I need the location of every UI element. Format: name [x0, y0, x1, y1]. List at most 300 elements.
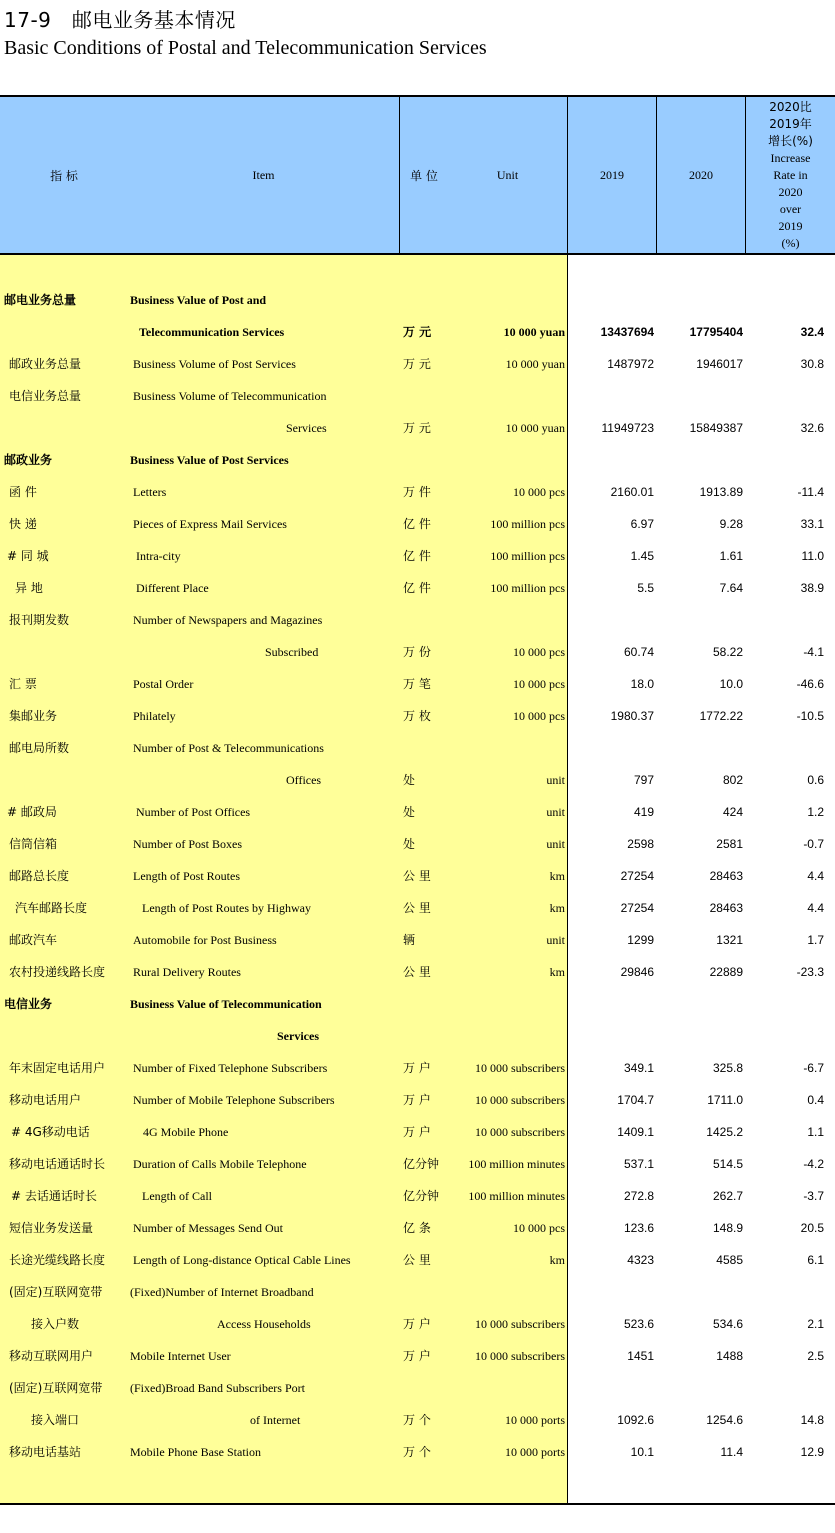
- row-label-en: Offices: [286, 773, 322, 787]
- row-label-cn: 邮电业务总量: [4, 293, 77, 307]
- row-label-cn: 异 地: [15, 581, 43, 595]
- table-row: [0, 348, 835, 380]
- row-label-cn: 接入户数: [31, 1317, 80, 1331]
- row-unit-cn: [403, 380, 447, 412]
- row-label-en: Subscribed: [265, 645, 319, 659]
- row-unit-en: [448, 732, 565, 764]
- row-increase-rate: [746, 1020, 824, 1052]
- rate-line: 2020比: [769, 99, 812, 114]
- row-unit-en: unit: [546, 773, 565, 787]
- row-label-en: Number of Post Boxes: [133, 837, 242, 851]
- row-unit-en: [448, 604, 565, 636]
- row-label-en: Number of Post & Telecommunications: [133, 741, 324, 755]
- row-value-2019: 2160.01: [610, 485, 654, 499]
- row-unit-en: km: [549, 901, 565, 915]
- row-label-en: Business Value of Telecommunication: [130, 997, 322, 1011]
- row-unit-cn: 万 件: [403, 485, 431, 499]
- row-unit-cn: 亿 件: [403, 549, 431, 563]
- row-increase-rate: 4.4: [807, 901, 824, 915]
- table-row: [0, 604, 835, 636]
- row-unit-en: [448, 1372, 565, 1404]
- row-increase-rate: -11.4: [797, 485, 824, 499]
- row-label-cn: # 4G移动电话: [11, 1125, 90, 1139]
- row-label-cn: 电信业务总量: [9, 389, 82, 403]
- row-label-en: Duration of Calls Mobile Telephone: [133, 1157, 307, 1171]
- row-unit-cn: 万 户: [403, 1093, 431, 1107]
- row-label-en: Number of Fixed Telephone Subscribers: [133, 1061, 328, 1075]
- row-value-2019: 60.74: [623, 645, 654, 659]
- row-increase-rate: -3.7: [803, 1189, 824, 1203]
- row-unit-en: 10 000 subscribers: [475, 1349, 565, 1363]
- row-label-cn: 邮政汽车: [9, 933, 58, 947]
- row-value-2020: [657, 604, 743, 636]
- row-label-cn: 邮路总长度: [9, 869, 70, 883]
- row-unit-cn: 处: [403, 773, 416, 787]
- row-value-2019: 272.8: [623, 1189, 654, 1203]
- row-unit-en: unit: [546, 933, 565, 947]
- rate-line: 2020: [778, 184, 803, 199]
- row-unit-cn: 万 个: [403, 1413, 431, 1427]
- row-unit-cn: 公 里: [403, 901, 431, 915]
- row-increase-rate: [746, 284, 824, 316]
- row-label-en: Philately: [133, 709, 176, 723]
- row-label-en: Business Volume of Post Services: [133, 357, 296, 371]
- row-increase-rate: 0.4: [807, 1093, 824, 1107]
- row-value-2019: 11949723: [601, 421, 654, 435]
- row-unit-cn: 万 份: [403, 645, 431, 659]
- row-unit-cn: 亿 条: [403, 1221, 431, 1235]
- table-row: [0, 508, 835, 540]
- row-unit-en: 10 000 pcs: [513, 645, 565, 659]
- row-unit-cn: 公 里: [403, 1253, 431, 1267]
- row-label-cn: 移动电话基站: [9, 1445, 82, 1459]
- row-value-2020: 325.8: [712, 1061, 743, 1075]
- row-increase-rate: -4.1: [803, 645, 824, 659]
- row-value-2019: 1451: [627, 1349, 654, 1363]
- row-value-2019: 419: [633, 805, 654, 819]
- row-unit-en: [448, 1020, 565, 1052]
- row-value-2019: [568, 380, 654, 412]
- row-unit-cn: 万 元: [403, 421, 431, 435]
- row-unit-en: 10 000 pcs: [513, 709, 565, 723]
- row-value-2020: 1913.89: [699, 485, 743, 499]
- row-unit-cn: 亿 件: [403, 581, 431, 595]
- row-value-2019: 27254: [620, 901, 654, 915]
- row-increase-rate: 0.6: [807, 773, 824, 787]
- table-row: [0, 732, 835, 764]
- row-label-en: Intra-city: [136, 549, 181, 563]
- row-increase-rate: 32.4: [800, 325, 824, 339]
- header-unit-cn: 单 位: [410, 168, 438, 183]
- table-row: [0, 1276, 835, 1308]
- row-increase-rate: [746, 1276, 824, 1308]
- row-increase-rate: [746, 1372, 824, 1404]
- row-value-2019: [568, 988, 654, 1020]
- row-increase-rate: -10.5: [796, 709, 824, 723]
- row-label-en: Mobile Internet User: [130, 1349, 231, 1363]
- row-unit-en: 100 million pcs: [490, 549, 565, 563]
- row-value-2019: 5.5: [637, 581, 654, 595]
- row-label-cn: 快 递: [9, 517, 37, 531]
- table-row: [0, 1340, 835, 1372]
- row-value-2019: 1487972: [607, 357, 654, 371]
- row-value-2019: [568, 732, 654, 764]
- row-label-en: Number of Mobile Telephone Subscribers: [133, 1093, 335, 1107]
- table-row: [0, 1148, 835, 1180]
- row-value-2020: 22889: [709, 965, 743, 979]
- table-row: [0, 316, 835, 348]
- row-unit-en: 100 million minutes: [468, 1189, 565, 1203]
- row-value-2020: [657, 988, 743, 1020]
- table-row: [0, 1436, 835, 1468]
- row-value-2020: 262.7: [712, 1189, 743, 1203]
- row-increase-rate: 38.9: [800, 581, 824, 595]
- row-value-2020: 802: [722, 773, 743, 787]
- row-value-2019: 13437694: [600, 325, 654, 339]
- rate-line: Increase: [770, 150, 811, 165]
- row-increase-rate: 33.1: [800, 517, 824, 531]
- row-label-en: Length of Post Routes by Highway: [142, 901, 311, 915]
- row-unit-en: [448, 988, 565, 1020]
- row-value-2020: 534.6: [712, 1317, 743, 1331]
- table-row: [0, 1180, 835, 1212]
- table-row: [0, 1212, 835, 1244]
- row-unit-cn: [403, 284, 447, 316]
- row-unit-cn: [403, 1276, 447, 1308]
- row-value-2019: 10.1: [630, 1445, 654, 1459]
- header-increase-rate: [746, 97, 835, 253]
- table-row: [0, 1244, 835, 1276]
- row-label-cn: 移动互联网用户: [9, 1349, 94, 1363]
- row-label-en: Length of Post Routes: [133, 869, 240, 883]
- row-unit-cn: [403, 1372, 447, 1404]
- row-value-2019: 1409.1: [617, 1125, 654, 1139]
- row-label-en: Business Value of Post Services: [130, 453, 289, 467]
- table-row: [0, 572, 835, 604]
- row-label-cn: 电信业务: [4, 997, 53, 1011]
- row-value-2019: 18.0: [630, 677, 654, 691]
- row-unit-en: [448, 284, 565, 316]
- row-label-cn: (固定)互联网宽带: [9, 1285, 103, 1299]
- row-value-2019: 797: [633, 773, 654, 787]
- row-value-2019: 1980.37: [610, 709, 654, 723]
- rate-line: 2019年: [769, 116, 812, 131]
- table-row: [0, 988, 835, 1020]
- row-value-2020: [657, 1276, 743, 1308]
- row-unit-en: 10 000 pcs: [513, 677, 565, 691]
- row-unit-cn: 万 枚: [403, 709, 431, 723]
- row-unit-en: 10 000 yuan: [503, 325, 565, 339]
- row-label-cn: 接入端口: [31, 1413, 80, 1427]
- row-unit-cn: 亿分钟: [403, 1157, 440, 1171]
- table-title-cn: 17-9 邮电业务基本情况: [4, 8, 236, 32]
- row-unit-en: km: [549, 965, 565, 979]
- row-value-2020: 9.28: [719, 517, 743, 531]
- row-label-en: Automobile for Post Business: [133, 933, 277, 947]
- table-row: [0, 380, 835, 412]
- row-value-2019: 6.97: [630, 517, 654, 531]
- rate-line: 增长(%): [768, 133, 813, 148]
- row-value-2020: 514.5: [712, 1157, 743, 1171]
- row-label-cn: 集邮业务: [9, 709, 58, 723]
- row-unit-cn: [403, 604, 447, 636]
- table-row: [0, 668, 835, 700]
- row-value-2020: 1488: [716, 1349, 743, 1363]
- row-value-2019: 349.1: [623, 1061, 654, 1075]
- table-row: [0, 1084, 835, 1116]
- row-label-cn: # 去话通话时长: [11, 1189, 97, 1203]
- header-2019: 2019: [600, 167, 624, 182]
- row-unit-cn: 处: [403, 837, 416, 851]
- row-value-2020: [657, 444, 743, 476]
- row-label-en: Length of Long-distance Optical Cable Lines: [133, 1253, 351, 1267]
- data-table: [0, 95, 835, 1505]
- row-increase-rate: 4.4: [807, 869, 824, 883]
- row-unit-cn: 辆: [403, 933, 416, 947]
- row-label-cn: 年末固定电话用户: [9, 1061, 106, 1075]
- row-unit-en: 10 000 ports: [505, 1413, 565, 1427]
- row-label-cn: # 同 城: [7, 549, 49, 563]
- row-increase-rate: [746, 604, 824, 636]
- row-value-2019: 1299: [627, 933, 654, 947]
- row-value-2019: 29846: [620, 965, 654, 979]
- row-label-en: Access Households: [217, 1317, 311, 1331]
- row-value-2019: 27254: [620, 869, 654, 883]
- row-unit-cn: 万 户: [403, 1317, 431, 1331]
- row-unit-cn: [403, 732, 447, 764]
- table-row: [0, 1372, 835, 1404]
- row-unit-cn: [403, 444, 447, 476]
- row-increase-rate: [746, 732, 824, 764]
- row-value-2020: [657, 1372, 743, 1404]
- row-unit-cn: 万 个: [403, 1445, 431, 1459]
- rate-line: over: [779, 201, 802, 216]
- row-value-2020: 10.0: [719, 677, 743, 691]
- row-value-2019: 523.6: [623, 1317, 654, 1331]
- row-value-2020: 7.64: [719, 581, 743, 595]
- row-unit-en: [448, 1276, 565, 1308]
- row-label-en: Letters: [133, 485, 167, 499]
- row-label-cn: 信筒信箱: [9, 837, 58, 851]
- row-label-en: Rural Delivery Routes: [133, 965, 241, 979]
- row-value-2020: 148.9: [712, 1221, 743, 1235]
- row-value-2020: 1.61: [719, 549, 743, 563]
- row-unit-cn: 万 户: [403, 1061, 431, 1075]
- row-value-2020: 1946017: [696, 357, 743, 371]
- header-2020: 2020: [689, 167, 713, 182]
- row-label-cn: 农村投递线路长度: [9, 965, 106, 979]
- row-unit-cn: 亿 件: [403, 517, 431, 531]
- row-label-en: Different Place: [136, 581, 209, 595]
- row-unit-en: unit: [546, 837, 565, 851]
- row-label-cn: 邮政业务总量: [9, 357, 82, 371]
- row-increase-rate: -23.3: [796, 965, 824, 979]
- row-label-cn: 邮政业务: [4, 453, 53, 467]
- row-value-2019: 1.45: [630, 549, 654, 563]
- row-value-2020: [657, 1020, 743, 1052]
- row-increase-rate: 6.1: [807, 1253, 824, 1267]
- row-label-cn: 汇 票: [9, 677, 37, 691]
- row-value-2019: [568, 1372, 654, 1404]
- table-row: [0, 476, 835, 508]
- row-increase-rate: 1.2: [807, 805, 824, 819]
- row-value-2020: 424: [722, 805, 743, 819]
- row-label-en: Number of Post Offices: [136, 805, 251, 819]
- row-increase-rate: 20.5: [800, 1221, 824, 1235]
- table-row: [0, 956, 835, 988]
- row-unit-en: 10 000 pcs: [513, 1221, 565, 1235]
- row-value-2020: [657, 284, 743, 316]
- row-value-2020: 1772.22: [699, 709, 743, 723]
- row-increase-rate: 11.0: [801, 549, 824, 563]
- rate-line: 2019: [778, 218, 803, 233]
- rate-line: (%): [781, 235, 800, 250]
- row-value-2020: 15849387: [689, 421, 743, 435]
- table-row: [0, 540, 835, 572]
- table-header: [0, 97, 835, 255]
- row-increase-rate: 1.1: [807, 1125, 824, 1139]
- table-row: [0, 860, 835, 892]
- table-row: [0, 284, 835, 316]
- row-value-2019: [568, 604, 654, 636]
- row-label-en: Length of Call: [142, 1189, 212, 1203]
- row-value-2019: [568, 1276, 654, 1308]
- table-row: [0, 444, 835, 476]
- row-label-en: of Internet: [250, 1413, 301, 1427]
- row-label-en: Telecommunication Services: [139, 325, 285, 339]
- row-value-2020: 1425.2: [706, 1125, 743, 1139]
- row-unit-en: unit: [546, 805, 565, 819]
- row-label-en: Mobile Phone Base Station: [130, 1445, 261, 1459]
- row-label-cn: 报刊期发数: [9, 613, 70, 627]
- row-value-2020: 2581: [716, 837, 743, 851]
- row-increase-rate: -46.6: [796, 677, 824, 691]
- table-body: [0, 255, 835, 1503]
- row-value-2019: 1092.6: [617, 1413, 654, 1427]
- header-unit-en: Unit: [496, 167, 519, 182]
- row-increase-rate: 30.8: [800, 357, 824, 371]
- row-value-2019: [568, 1020, 654, 1052]
- row-label-cn: 函 件: [9, 485, 37, 499]
- row-value-2020: 4585: [716, 1253, 743, 1267]
- row-increase-rate: [746, 444, 824, 476]
- row-value-2019: 1704.7: [617, 1093, 654, 1107]
- row-unit-cn: [403, 988, 447, 1020]
- row-increase-rate: 2.5: [807, 1349, 824, 1363]
- table-row: [0, 1020, 835, 1052]
- row-label-cn: 短信业务发送量: [9, 1221, 94, 1235]
- row-value-2020: 11.4: [720, 1445, 743, 1459]
- row-unit-cn: [403, 1020, 447, 1052]
- row-increase-rate: -6.7: [803, 1061, 824, 1075]
- row-unit-en: 10 000 ports: [505, 1445, 565, 1459]
- table-title-en: Basic Conditions of Postal and Telecommunication Services: [4, 37, 487, 59]
- row-value-2020: 28463: [709, 869, 743, 883]
- row-unit-cn: 万 元: [403, 325, 432, 339]
- row-label-en: Postal Order: [133, 677, 194, 691]
- row-increase-rate: 1.7: [807, 933, 824, 947]
- row-unit-en: 10 000 subscribers: [475, 1061, 565, 1075]
- row-unit-en: 10 000 yuan: [505, 357, 565, 371]
- table-row: [0, 828, 835, 860]
- row-label-en: Business Value of Post and: [130, 293, 267, 307]
- row-label-en: Pieces of Express Mail Services: [133, 517, 287, 531]
- table-row: [0, 636, 835, 668]
- row-label-en: (Fixed)Number of Internet Broadband: [130, 1285, 314, 1299]
- row-label-en: Services: [286, 421, 327, 435]
- row-label-en: (Fixed)Broad Band Subscribers Port: [130, 1381, 305, 1395]
- row-unit-cn: 公 里: [403, 869, 431, 883]
- table-row: [0, 892, 835, 924]
- row-unit-cn: 处: [403, 805, 416, 819]
- table-row: [0, 1116, 835, 1148]
- table-row: [0, 1404, 835, 1436]
- table-row: [0, 764, 835, 796]
- row-increase-rate: -4.2: [803, 1157, 824, 1171]
- row-value-2020: [657, 380, 743, 412]
- row-unit-en: 10 000 subscribers: [475, 1125, 565, 1139]
- row-unit-en: 10 000 yuan: [505, 421, 565, 435]
- row-unit-en: [448, 380, 565, 412]
- header-item: Item: [252, 167, 275, 182]
- row-value-2020: 28463: [709, 901, 743, 915]
- table-row: [0, 796, 835, 828]
- row-unit-en: 100 million pcs: [490, 517, 565, 531]
- row-label-en: Number of Messages Send Out: [133, 1221, 283, 1235]
- row-value-2019: 2598: [627, 837, 654, 851]
- row-value-2019: 4323: [627, 1253, 654, 1267]
- row-label-en: Services: [277, 1029, 319, 1043]
- row-value-2019: [568, 444, 654, 476]
- row-label-cn: 移动电话用户: [9, 1093, 82, 1107]
- row-increase-rate: [746, 380, 824, 412]
- row-unit-en: [448, 444, 565, 476]
- table-row: [0, 412, 835, 444]
- row-increase-rate: 2.1: [807, 1317, 824, 1331]
- row-value-2019: 123.6: [623, 1221, 654, 1235]
- table-row: [0, 924, 835, 956]
- row-label-en: 4G Mobile Phone: [143, 1125, 229, 1139]
- row-value-2020: 1321: [716, 933, 743, 947]
- row-unit-cn: 万 户: [403, 1349, 431, 1363]
- table-row: [0, 1308, 835, 1340]
- row-unit-en: 10 000 subscribers: [475, 1093, 565, 1107]
- row-label-en: Business Volume of Telecommunication: [133, 389, 327, 403]
- header-indicator: 指 标: [50, 168, 78, 183]
- row-increase-rate: 14.8: [800, 1413, 824, 1427]
- row-value-2019: [568, 284, 654, 316]
- row-label-cn: (固定)互联网宽带: [9, 1381, 103, 1395]
- row-increase-rate: -0.7: [803, 837, 824, 851]
- row-unit-cn: 万 户: [403, 1125, 431, 1139]
- table-row: [0, 700, 835, 732]
- row-unit-cn: 亿分钟: [403, 1189, 440, 1203]
- row-unit-en: 10 000 pcs: [513, 485, 565, 499]
- row-value-2020: 1711.0: [707, 1093, 743, 1107]
- row-unit-cn: 公 里: [403, 965, 431, 979]
- row-increase-rate: 32.6: [800, 421, 824, 435]
- row-unit-cn: 万 元: [403, 357, 431, 371]
- row-unit-en: 100 million pcs: [490, 581, 565, 595]
- row-value-2020: 1254.6: [706, 1413, 743, 1427]
- row-value-2020: [657, 732, 743, 764]
- row-increase-rate: [746, 988, 824, 1020]
- table-row: [0, 1052, 835, 1084]
- rate-line: Rate in: [773, 167, 808, 182]
- row-label-cn: # 邮政局: [7, 805, 57, 819]
- row-label-cn: 汽车邮路长度: [15, 901, 88, 915]
- row-label-en: Number of Newspapers and Magazines: [133, 613, 323, 627]
